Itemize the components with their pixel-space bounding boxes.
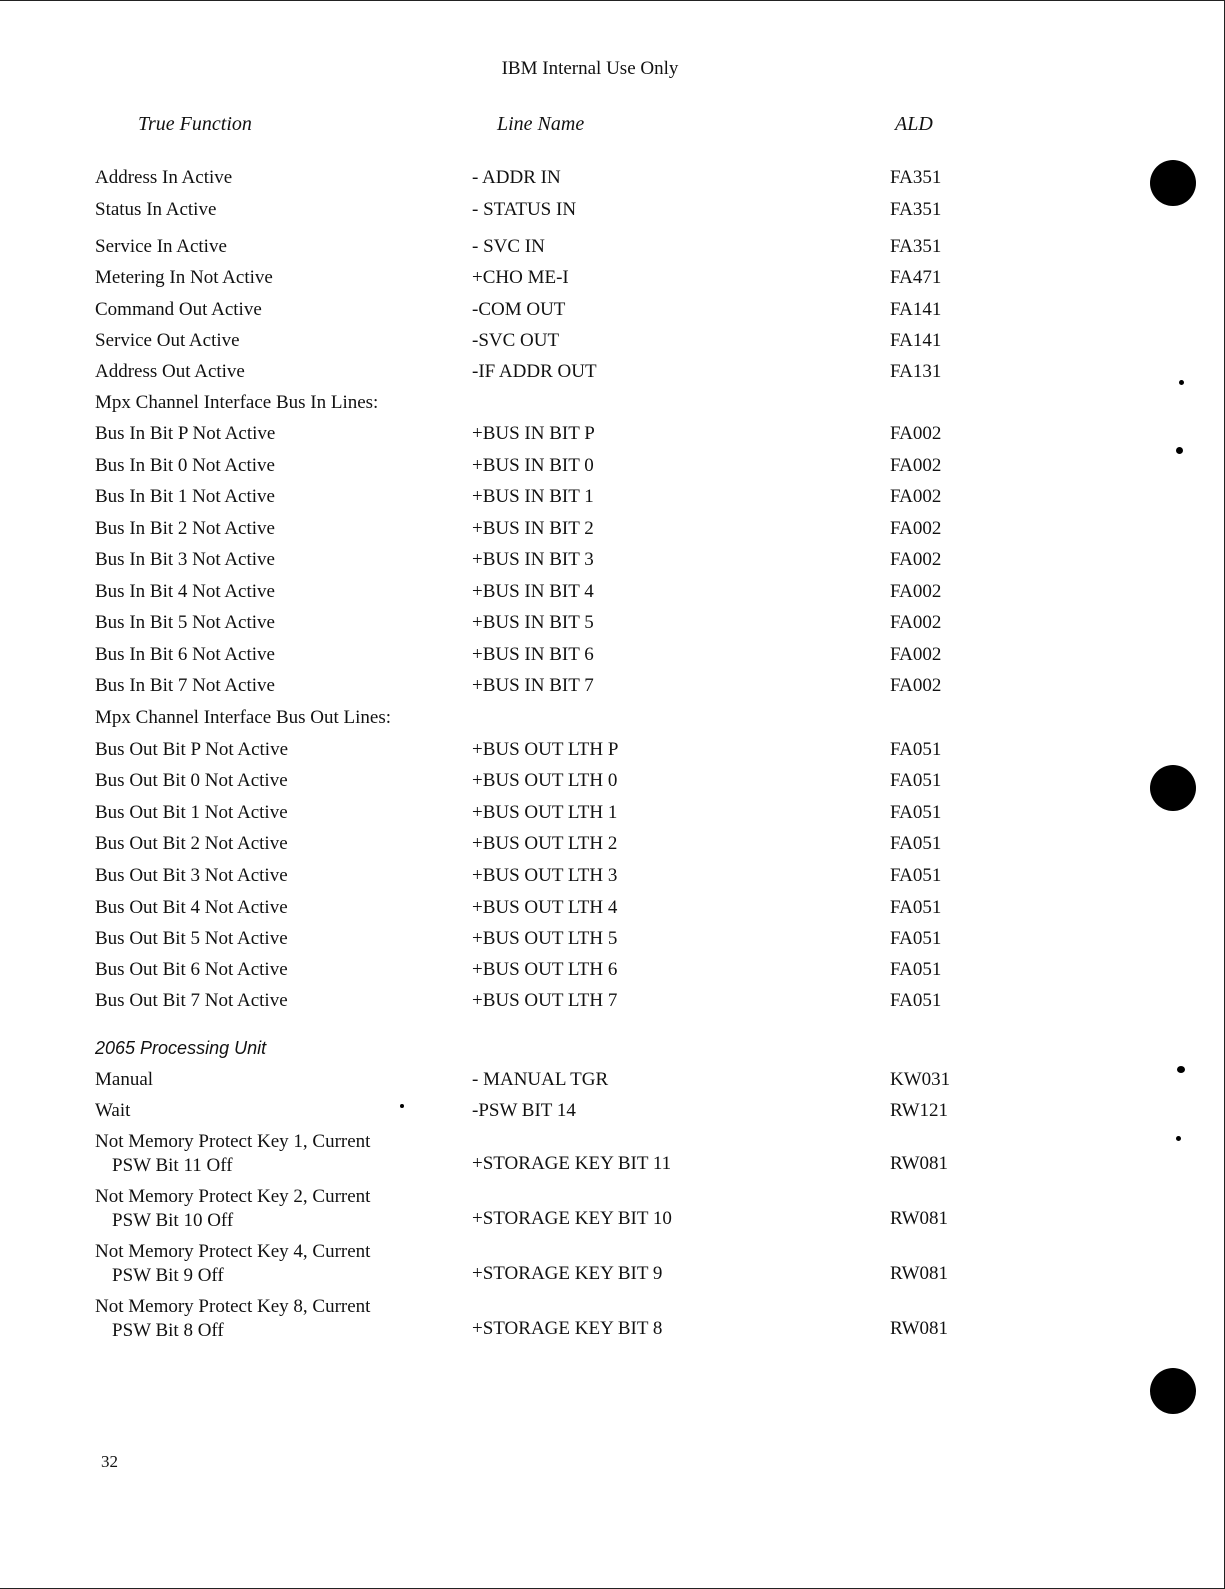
ald-cell: RW121: [890, 1100, 949, 1121]
ald-cell: FA051: [890, 739, 942, 760]
line-name-cell: +BUS IN BIT 5: [472, 612, 594, 633]
true-function-line-2: PSW Bit 9 Off: [112, 1265, 224, 1286]
ald-cell: FA351: [890, 236, 942, 257]
line-name-cell: +STORAGE KEY BIT 8: [472, 1318, 663, 1339]
line-name-cell: +BUS OUT LTH 2: [472, 833, 618, 854]
ald-cell: RW081: [890, 1208, 949, 1229]
ald-cell: FA051: [890, 928, 942, 949]
line-name-cell: +STORAGE KEY BIT 10: [472, 1208, 672, 1229]
true-function-cell: Bus Out Bit 6 Not Active: [95, 959, 288, 980]
line-name-cell: +STORAGE KEY BIT 11: [472, 1153, 672, 1174]
true-function-cell: Bus Out Bit P Not Active: [95, 739, 289, 760]
ald-cell: FA002: [890, 549, 942, 570]
ald-cell: FA002: [890, 612, 942, 633]
page-number: 32: [101, 1452, 118, 1471]
page-header: IBM Internal Use Only: [501, 58, 679, 79]
speck-mark: [1179, 380, 1184, 385]
binder-hole: [1150, 765, 1196, 811]
line-name-cell: +BUS OUT LTH 6: [472, 959, 618, 980]
true-function-cell: Bus In Bit 5 Not Active: [95, 612, 275, 633]
line-name-cell: - ADDR IN: [472, 167, 561, 188]
line-name-cell: +CHO ME-I: [472, 267, 569, 288]
line-name-cell: +BUS IN BIT 2: [472, 518, 594, 539]
true-function-cell: Service Out Active: [95, 330, 240, 351]
line-name-cell: +BUS OUT LTH 5: [472, 928, 618, 949]
true-function-cell: [95, 1185, 370, 1233]
ald-cell: FA051: [890, 990, 942, 1011]
true-function-cell: Bus Out Bit 3 Not Active: [95, 865, 288, 886]
ald-cell: FA051: [890, 959, 942, 980]
true-function-cell: Command Out Active: [95, 299, 262, 320]
binder-hole: [1150, 1368, 1196, 1414]
line-name-cell: -PSW BIT 14: [472, 1100, 576, 1121]
true-function-line-1: Not Memory Protect Key 2, Current: [95, 1186, 371, 1207]
line-name-cell: -IF ADDR OUT: [472, 361, 597, 382]
true-function-cell: Bus In Bit 1 Not Active: [95, 486, 275, 507]
ald-cell: FA051: [890, 802, 942, 823]
line-name-cell: +BUS IN BIT 6: [472, 644, 594, 665]
line-name-cell: +BUS IN BIT 1: [472, 486, 594, 507]
ald-cell: FA051: [890, 833, 942, 854]
true-function-cell: Bus Out Bit 2 Not Active: [95, 833, 288, 854]
true-function-line-2: PSW Bit 10 Off: [112, 1210, 234, 1231]
true-function-cell: Bus Out Bit 4 Not Active: [95, 897, 288, 918]
line-name-cell: +BUS OUT LTH P: [472, 739, 619, 760]
ald-cell: FA471: [890, 267, 942, 288]
true-function-cell: Address In Active: [95, 167, 233, 188]
true-function-cell: Bus Out Bit 0 Not Active: [95, 770, 288, 791]
ald-cell: RW081: [890, 1153, 949, 1174]
ald-cell: FA051: [890, 770, 942, 791]
ald-cell: RW081: [890, 1263, 949, 1284]
true-function-cell: Bus In Bit 7 Not Active: [95, 675, 275, 696]
true-function-cell: Bus In Bit 2 Not Active: [95, 518, 275, 539]
true-function-cell: [95, 1295, 370, 1343]
ald-cell: FA141: [890, 299, 942, 320]
true-function-cell: Bus Out Bit 5 Not Active: [95, 928, 288, 949]
true-function-line-2: PSW Bit 8 Off: [112, 1320, 224, 1341]
true-function-cell: Wait: [95, 1100, 131, 1121]
line-name-cell: +BUS OUT LTH 3: [472, 865, 618, 886]
true-function-cell: Bus In Bit 6 Not Active: [95, 644, 275, 665]
true-function-cell: [95, 1240, 370, 1288]
ald-cell: FA002: [890, 423, 942, 444]
ald-cell: KW031: [890, 1069, 951, 1090]
true-function-cell: Address Out Active: [95, 361, 245, 382]
line-name-cell: +BUS OUT LTH 4: [472, 897, 618, 918]
section-title-processing-unit: 2065 Processing Unit: [95, 1038, 267, 1058]
line-name-cell: -COM OUT: [472, 299, 566, 320]
speck-mark: [1176, 447, 1183, 454]
true-function-cell: Bus In Bit P Not Active: [95, 423, 276, 444]
true-function-line-1: Not Memory Protect Key 8, Current: [95, 1296, 371, 1317]
line-name-cell: +BUS IN BIT 4: [472, 581, 594, 602]
speck-mark: [400, 1104, 404, 1108]
true-function-cell: Bus Out Bit 1 Not Active: [95, 802, 288, 823]
column-header-line-name: Line Name: [497, 113, 585, 135]
true-function-cell: Manual: [95, 1069, 154, 1090]
line-name-cell: +BUS IN BIT P: [472, 423, 595, 444]
ald-cell: FA141: [890, 330, 942, 351]
ald-cell: FA002: [890, 675, 942, 696]
line-name-cell: +STORAGE KEY BIT 9: [472, 1263, 663, 1284]
ald-cell: FA002: [890, 644, 942, 665]
column-header-ald: ALD: [895, 113, 933, 135]
line-name-cell: +BUS IN BIT 3: [472, 549, 594, 570]
true-function-cell: Metering In Not Active: [95, 267, 273, 288]
ald-cell: FA351: [890, 199, 942, 220]
ald-cell: FA002: [890, 455, 942, 476]
group-heading-bus-out: Mpx Channel Interface Bus Out Lines:: [95, 707, 392, 728]
line-name-cell: -SVC OUT: [472, 330, 560, 351]
line-name-cell: +BUS OUT LTH 7: [472, 990, 618, 1011]
line-name-cell: +BUS OUT LTH 0: [472, 770, 618, 791]
line-name-cell: - SVC IN: [472, 236, 545, 257]
line-name-cell: - MANUAL TGR: [472, 1069, 609, 1090]
ald-cell: FA002: [890, 518, 942, 539]
ald-cell: FA051: [890, 897, 942, 918]
line-name-cell: +BUS IN BIT 0: [472, 455, 594, 476]
line-name-cell: +BUS OUT LTH 1: [472, 802, 618, 823]
column-header-true-function: True Function: [138, 113, 252, 135]
true-function-line-1: Not Memory Protect Key 4, Current: [95, 1241, 371, 1262]
ald-cell: FA051: [890, 865, 942, 886]
ald-cell: RW081: [890, 1318, 949, 1339]
ald-cell: FA002: [890, 581, 942, 602]
true-function-line-1: Not Memory Protect Key 1, Current: [95, 1131, 371, 1152]
group-heading-bus-in: Mpx Channel Interface Bus In Lines:: [95, 392, 379, 413]
speck-mark: [1177, 1066, 1185, 1073]
true-function-cell: Service In Active: [95, 236, 227, 257]
true-function-cell: [95, 1130, 370, 1178]
ald-cell: FA002: [890, 486, 942, 507]
true-function-cell: Status In Active: [95, 199, 217, 220]
ald-cell: FA131: [890, 361, 942, 382]
true-function-cell: Bus In Bit 3 Not Active: [95, 549, 275, 570]
true-function-cell: Bus In Bit 0 Not Active: [95, 455, 275, 476]
speck-mark: [1176, 1136, 1181, 1141]
binder-hole: [1150, 160, 1196, 206]
line-name-cell: +BUS IN BIT 7: [472, 675, 594, 696]
line-name-cell: - STATUS IN: [472, 199, 577, 220]
ald-cell: FA351: [890, 167, 942, 188]
true-function-line-2: PSW Bit 11 Off: [112, 1155, 233, 1176]
true-function-cell: Bus Out Bit 7 Not Active: [95, 990, 288, 1011]
true-function-cell: Bus In Bit 4 Not Active: [95, 581, 275, 602]
